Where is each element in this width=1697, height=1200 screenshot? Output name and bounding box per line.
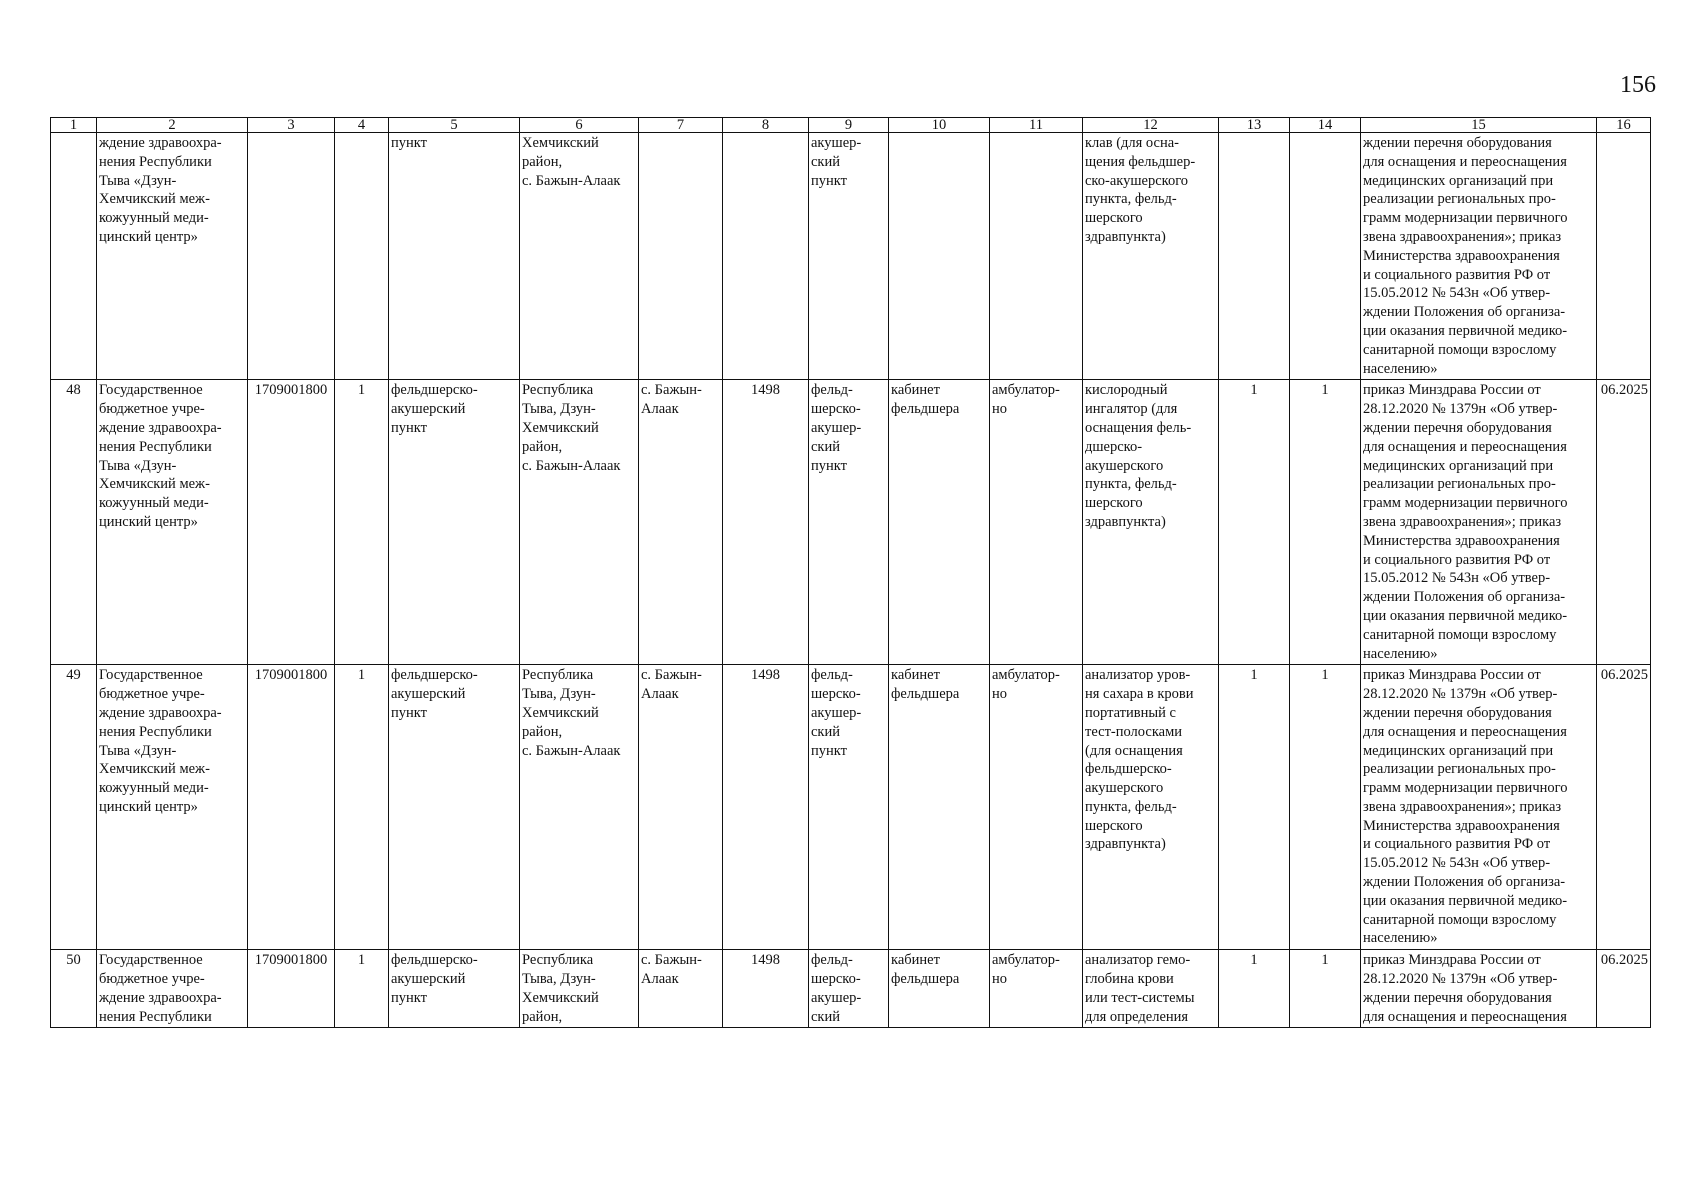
regulation: приказ Минздрава России от 28.12.2020 № 1379н «Об утвер- ждении перечня оборудования для оснащения и переоснащения медицинских организаций при реализации региональных про- грамм модернизации первичного звена здравоохранения»; приказ Министерства здравоохранения и социального развития РФ от 15.05.2012 № 543н «Об утвер- ждении Положения об организа- ции оказания первичной медико- санитарной помощи взрослому населению» <box>1361 665 1597 950</box>
table-row <box>51 665 1651 950</box>
column-number: 10 <box>889 118 990 133</box>
regulation: ждении перечня оборудования для оснащения и переоснащения медицинских организаций при реализации региональных про- грамм модернизации первичного звена здравоохранения»; приказ Министерства здравоохранения и социального развития РФ от 15.05.2012 № 543н «Об утвер- ждении Положения об организа- ции оказания первичной медико- санитарной помощи взрослому населению» <box>1361 133 1597 380</box>
quantity-required <box>1219 133 1290 380</box>
column-number: 9 <box>809 118 889 133</box>
count: 1 <box>335 665 389 950</box>
count: 1 <box>335 380 389 665</box>
column-number: 16 <box>1597 118 1651 133</box>
table-row-continued <box>51 133 1651 380</box>
quantity-planned: 1 <box>1290 665 1361 950</box>
locality <box>639 133 723 380</box>
equipment-name: анализатор гемо- глобина крови или тест-системы для определения <box>1083 950 1219 1028</box>
population <box>723 133 809 380</box>
organization-name: ждение здравоохра- нения Республики Тыва «Дзун- Хемчикский меж- кожуунный меди- цинский центр» <box>97 133 248 380</box>
deadline: 06.2025 <box>1597 950 1651 1028</box>
table-row <box>51 950 1651 1028</box>
quantity-planned: 1 <box>1290 380 1361 665</box>
count: 1 <box>335 950 389 1028</box>
equipment-name: клав (для осна- щения фельдшер- ско-акушерского пункта, фельд- шерского здравпункта) <box>1083 133 1219 380</box>
facility-type: фельдшерско- акушерский пункт <box>389 665 520 950</box>
unit-type: фельд- шерско- акушер- ский <box>809 950 889 1028</box>
equipment-table <box>50 117 1651 1028</box>
inn: 1709001800 <box>248 665 335 950</box>
locality: с. Бажын- Алаак <box>639 950 723 1028</box>
care-condition: амбулатор- но <box>990 950 1083 1028</box>
room: кабинет фельдшера <box>889 665 990 950</box>
count <box>335 133 389 380</box>
facility-type: пункт <box>389 133 520 380</box>
unit-type: фельд- шерско- акушер- ский пункт <box>809 380 889 665</box>
organization-name: Государственное бюджетное учре- ждение здравоохра- нения Республики Тыва «Дзун- Хемчикский меж- кожуунный меди- цинский центр» <box>97 665 248 950</box>
room <box>889 133 990 380</box>
deadline: 06.2025 <box>1597 665 1651 950</box>
care-condition <box>990 133 1083 380</box>
column-number: 12 <box>1083 118 1219 133</box>
row-number: 49 <box>51 665 97 950</box>
column-number: 11 <box>990 118 1083 133</box>
unit-type: акушер- ский пункт <box>809 133 889 380</box>
inn: 1709001800 <box>248 950 335 1028</box>
care-condition: амбулатор- но <box>990 380 1083 665</box>
inn <box>248 133 335 380</box>
row-number: 50 <box>51 950 97 1028</box>
row-number: 48 <box>51 380 97 665</box>
quantity-required: 1 <box>1219 950 1290 1028</box>
column-number: 2 <box>97 118 248 133</box>
column-number: 8 <box>723 118 809 133</box>
equipment-name: анализатор уров- ня сахара в крови портативный с тест-полосками (для оснащения фельдшерско- акушерского пункта, фельд- шерского здравпункта) <box>1083 665 1219 950</box>
room: кабинет фельдшера <box>889 950 990 1028</box>
column-number: 4 <box>335 118 389 133</box>
regulation: приказ Минздрава России от 28.12.2020 № 1379н «Об утвер- ждении перечня оборудования для оснащения и переоснащения <box>1361 950 1597 1028</box>
column-number: 15 <box>1361 118 1597 133</box>
regulation: приказ Минздрава России от 28.12.2020 № 1379н «Об утвер- ждении перечня оборудования для оснащения и переоснащения медицинских организаций при реализации региональных про- грамм модернизации первичного звена здравоохранения»; приказ Министерства здравоохранения и социального развития РФ от 15.05.2012 № 543н «Об утвер- ждении Положения об организа- ции оказания первичной медико- санитарной помощи взрослому населению» <box>1361 380 1597 665</box>
column-number: 7 <box>639 118 723 133</box>
equipment-name: кислородный ингалятор (для оснащения фель- дшерско- акушерского пункта, фельд- шерского здравпункта) <box>1083 380 1219 665</box>
locality: с. Бажын- Алаак <box>639 380 723 665</box>
facility-type: фельдшерско- акушерский пункт <box>389 950 520 1028</box>
population: 1498 <box>723 380 809 665</box>
row-number <box>51 133 97 380</box>
locality: с. Бажын- Алаак <box>639 665 723 950</box>
deadline: 06.2025 <box>1597 380 1651 665</box>
column-number-row <box>51 118 1651 133</box>
room: кабинет фельдшера <box>889 380 990 665</box>
column-number: 13 <box>1219 118 1290 133</box>
page-number: 156 <box>1620 72 1656 98</box>
column-number: 14 <box>1290 118 1361 133</box>
address: Республика Тыва, Дзун- Хемчикский район, с. Бажын-Алаак <box>520 665 639 950</box>
quantity-required: 1 <box>1219 665 1290 950</box>
organization-name: Государственное бюджетное учре- ждение здравоохра- нения Республики <box>97 950 248 1028</box>
table-row <box>51 380 1651 665</box>
care-condition: амбулатор- но <box>990 665 1083 950</box>
population: 1498 <box>723 950 809 1028</box>
column-number: 5 <box>389 118 520 133</box>
column-number: 6 <box>520 118 639 133</box>
population: 1498 <box>723 665 809 950</box>
facility-type: фельдшерско- акушерский пункт <box>389 380 520 665</box>
quantity-planned <box>1290 133 1361 380</box>
unit-type: фельд- шерско- акушер- ский пункт <box>809 665 889 950</box>
column-number: 3 <box>248 118 335 133</box>
deadline <box>1597 133 1651 380</box>
quantity-required: 1 <box>1219 380 1290 665</box>
organization-name: Государственное бюджетное учре- ждение здравоохра- нения Республики Тыва «Дзун- Хемчикский меж- кожуунный меди- цинский центр» <box>97 380 248 665</box>
column-number: 1 <box>51 118 97 133</box>
quantity-planned: 1 <box>1290 950 1361 1028</box>
address: Республика Тыва, Дзун- Хемчикский район, с. Бажын-Алаак <box>520 380 639 665</box>
address: Хемчикский район, с. Бажын-Алаак <box>520 133 639 380</box>
inn: 1709001800 <box>248 380 335 665</box>
address: Республика Тыва, Дзун- Хемчикский район, <box>520 950 639 1028</box>
